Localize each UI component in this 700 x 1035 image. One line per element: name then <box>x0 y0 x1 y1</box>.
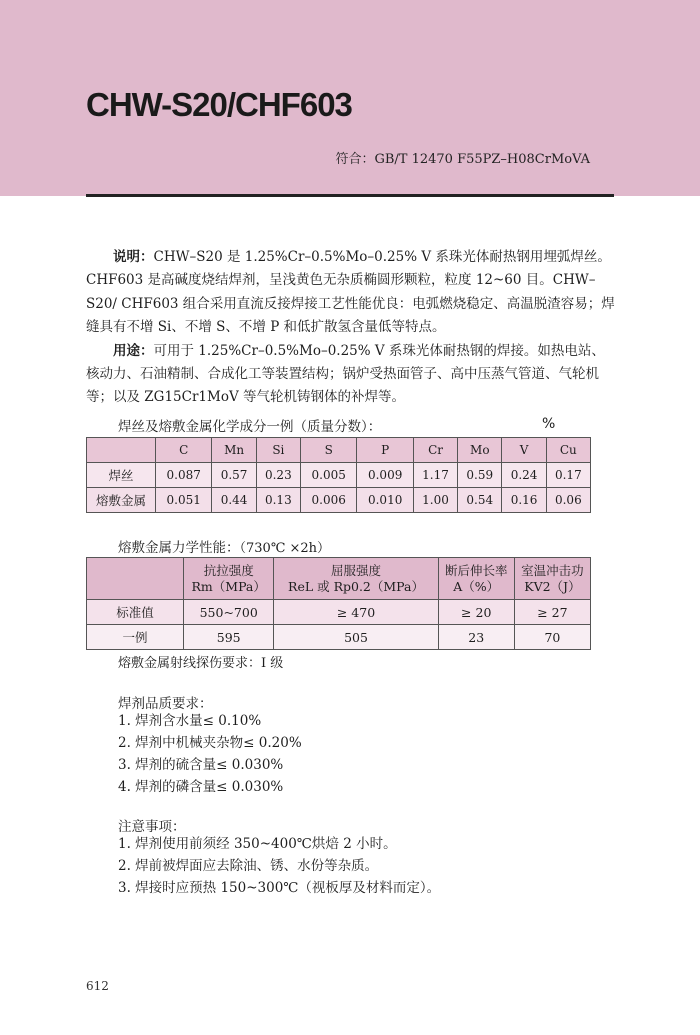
mechanical-col-header <box>184 558 274 600</box>
table-row <box>87 625 591 650</box>
row-label: 标准值 <box>87 600 184 625</box>
table-cell: 70 <box>514 625 590 650</box>
notes-list <box>118 833 440 899</box>
chemistry-col-header: Cr <box>413 438 457 463</box>
table-row <box>87 600 591 625</box>
header-line: Rm（MPa） <box>191 578 266 594</box>
table-cell: 0.009 <box>357 463 413 488</box>
usage-label: 用途： <box>113 342 154 359</box>
usage-paragraph <box>86 340 616 410</box>
mechanical-table <box>86 557 591 650</box>
description-label: 说明： <box>113 249 154 265</box>
table-cell: 0.24 <box>502 463 546 488</box>
intro-section <box>86 246 616 410</box>
chemistry-corner-cell <box>87 438 156 463</box>
flux-quality-list <box>118 710 302 798</box>
chemistry-col-header: Cu <box>546 438 590 463</box>
mechanical-condition: （730℃ ×2h） <box>239 541 331 556</box>
mechanical-col-header <box>514 558 590 600</box>
notes-title: 注意事项： <box>118 819 186 835</box>
table-cell: 0.087 <box>156 463 212 488</box>
header-rule <box>86 194 614 197</box>
table-cell: 0.051 <box>156 488 212 513</box>
list-item: 3. 焊剂的硫含量≤ 0.030% <box>118 757 284 773</box>
header-line: A（%） <box>453 578 500 594</box>
chemistry-col-header: Mn <box>212 438 256 463</box>
table-cell: 0.17 <box>546 463 590 488</box>
chemistry-col-header: Si <box>256 438 300 463</box>
table-cell: 0.010 <box>357 488 413 513</box>
table-cell: 1.00 <box>413 488 457 513</box>
table-cell: 0.59 <box>458 463 502 488</box>
description-text: CHW–S20 是 1.25%Cr–0.5%Mo–0.25% V 系珠光体耐热钢用埋弧焊丝。CHF603 是高碱度烧结焊剂，呈浅黄色无杂质椭圆形颗粒，粒度 12~60 目。CHW–S20/ CHF603 组合采用直流反接焊接工艺性能优良：电弧燃烧稳定、高温脱渣容易；焊缝具有不增 Si、不增 S、不增 P 和低扩散氢含量低等特点。 <box>86 249 615 336</box>
list-item: 1. 焊剂使用前须经 350~400℃烘焙 2 小时。 <box>118 836 397 852</box>
table-cell: ≥ 27 <box>514 600 590 625</box>
header-line: 屈服强度 <box>331 562 382 578</box>
table-cell: ≥ 20 <box>438 600 514 625</box>
chemistry-col-header: C <box>156 438 212 463</box>
list-item: 2. 焊剂中机械夹杂物≤ 0.20% <box>118 735 302 751</box>
flux-quality-title: 焊剂品质要求： <box>118 696 213 712</box>
page-number: 612 <box>86 979 109 993</box>
table-cell: 505 <box>274 625 438 650</box>
chemistry-table <box>86 437 591 513</box>
header-line: 抗拉强度 <box>203 562 254 578</box>
chemistry-col-header: V <box>502 438 546 463</box>
standard-compliance: 符合：GB/T 12470 F55PZ–H08CrMoVA <box>335 152 590 167</box>
table-cell: 0.16 <box>502 488 546 513</box>
radiographic-requirement: 熔敷金属射线探伤要求：I 级 <box>118 656 284 671</box>
mechanical-title-line <box>118 536 330 556</box>
table-row <box>87 488 591 513</box>
table-cell: 0.23 <box>256 463 300 488</box>
chemistry-col-header: P <box>357 438 413 463</box>
header-line: 断后伸长率 <box>444 562 508 578</box>
table-row <box>87 463 591 488</box>
table-cell: 0.006 <box>300 488 356 513</box>
table-cell: 595 <box>184 625 274 650</box>
table-cell: 0.44 <box>212 488 256 513</box>
table-cell: 550~700 <box>184 600 274 625</box>
row-label: 焊丝 <box>87 463 156 488</box>
product-title: CHW-S20/CHF603 <box>86 86 352 123</box>
chemistry-title: 焊丝及熔敷金属化学成分一例（质量分数）： <box>118 419 382 435</box>
chemistry-col-header: Mo <box>458 438 502 463</box>
mechanical-col-header <box>274 558 438 600</box>
chemistry-unit: % <box>542 416 556 432</box>
description-paragraph <box>86 246 616 340</box>
mechanical-title: 熔敷金属力学性能： <box>118 540 240 556</box>
table-cell: 0.13 <box>256 488 300 513</box>
table-cell: ≥ 470 <box>274 600 438 625</box>
table-cell: 1.17 <box>413 463 457 488</box>
list-item: 3. 焊接时应预热 150~300℃（视板厚及材料而定）。 <box>118 880 441 896</box>
table-cell: 0.005 <box>300 463 356 488</box>
header-line: 室温冲击功 <box>521 562 584 578</box>
header-line: KV2（J） <box>524 578 581 594</box>
mechanical-corner-cell <box>87 558 184 600</box>
list-item: 1. 焊剂含水量≤ 0.10% <box>118 713 262 729</box>
chemistry-header-row <box>87 438 591 463</box>
table-cell: 0.06 <box>546 488 590 513</box>
chemistry-col-header: S <box>300 438 356 463</box>
list-item: 2. 焊前被焊面应去除油、锈、水份等杂质。 <box>118 858 379 874</box>
mechanical-header-row <box>87 558 591 600</box>
table-cell: 23 <box>438 625 514 650</box>
list-item: 4. 焊剂的磷含量≤ 0.030% <box>118 779 284 795</box>
header-line: ReL 或 Rp0.2（MPa） <box>288 578 424 594</box>
row-label: 一例 <box>87 625 184 650</box>
usage-text: 可用于 1.25%Cr–0.5%Mo–0.25% V 系珠光体耐热钢的焊接。如热电站、核动力、石油精制、合成化工等装置结构；锅炉受热面管子、高中压蒸气管道、气轮机等；以及 ZG15Cr1MoV 等气轮机铸钢体的补焊等。 <box>86 342 605 406</box>
row-label: 熔敷金属 <box>87 488 156 513</box>
mechanical-col-header <box>438 558 514 600</box>
table-cell: 0.57 <box>212 463 256 488</box>
table-cell: 0.54 <box>458 488 502 513</box>
